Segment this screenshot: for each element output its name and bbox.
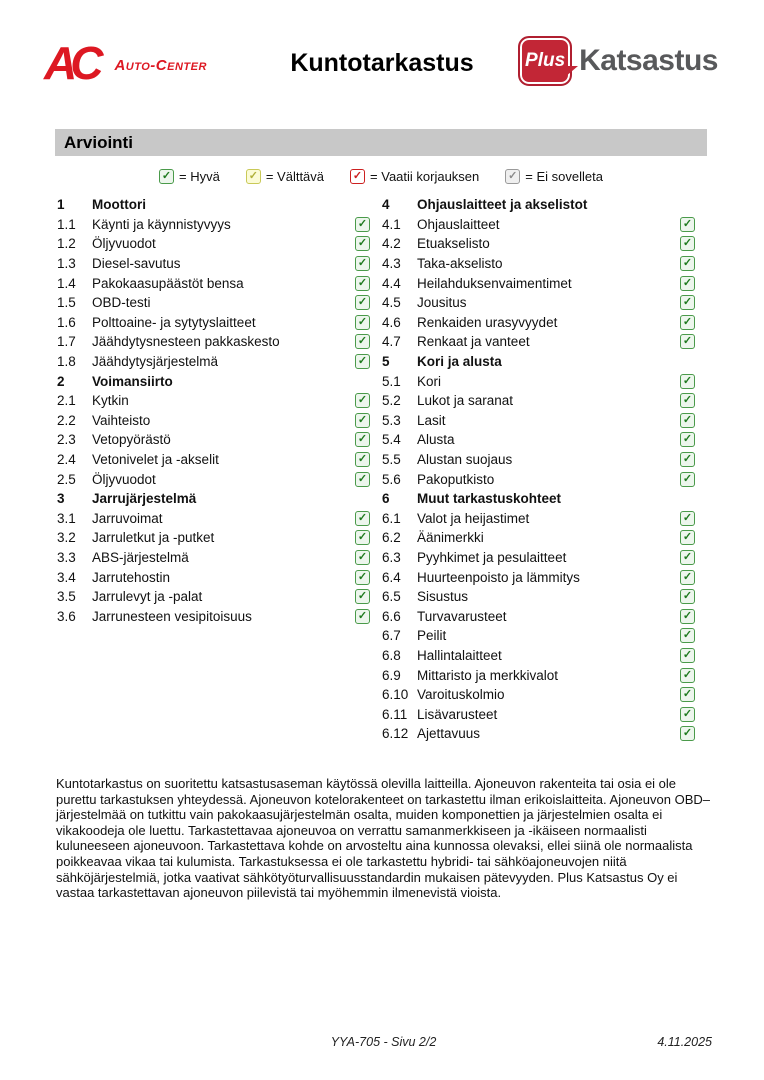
status-checkbox-good-icon: ✓ (680, 648, 695, 663)
status-checkbox-fair-icon: ✓ (246, 169, 261, 184)
item-number: 2.5 (57, 471, 76, 487)
status-checkbox-good-icon: ✓ (680, 511, 695, 526)
item-number: 1.1 (57, 216, 76, 232)
checklist-section-row (57, 371, 370, 391)
item-number: 2.1 (57, 393, 76, 409)
item-number: 3.2 (57, 530, 76, 546)
katsastus-logo-text: Katsastus (579, 44, 718, 77)
status-checkbox-good-icon: ✓ (680, 472, 695, 487)
item-number: 6.3 (382, 549, 401, 565)
status-checkbox-good-icon: ✓ (680, 570, 695, 585)
item-label: Peilit (417, 628, 447, 644)
status-checkbox-good-icon: ✓ (355, 354, 370, 369)
item-number: 6.11 (382, 706, 408, 722)
item-label: Pakoputkisto (417, 471, 495, 487)
item-number: 5.6 (382, 471, 401, 487)
item-number: 6.7 (382, 628, 401, 644)
legend-label: = Ei sovelleta (525, 169, 603, 184)
status-checkbox-good-icon: ✓ (355, 609, 370, 624)
checklist-row (382, 234, 695, 254)
checklist-section-row (57, 489, 370, 509)
item-label: Huurteenpoisto ja lämmitys (417, 569, 580, 585)
status-checkbox-good-icon: ✓ (680, 432, 695, 447)
status-checkbox-good-icon: ✓ (355, 530, 370, 545)
checklist-row (57, 234, 370, 254)
status-checkbox-good-icon: ✓ (355, 217, 370, 232)
checklist-left-column (57, 195, 370, 626)
checklist-row (57, 411, 370, 431)
status-checkbox-good-icon: ✓ (355, 432, 370, 447)
checklist-row (382, 665, 695, 685)
status-checkbox-good-icon: ✓ (355, 570, 370, 585)
status-checkbox-good-icon: ✓ (355, 472, 370, 487)
item-label: Mittaristo ja merkkivalot (417, 667, 559, 683)
item-number: 3 (57, 491, 65, 507)
item-number: 5.2 (382, 393, 401, 409)
auto-center-logo-text: Auto-Center (114, 56, 207, 74)
item-number: 4.2 (382, 236, 401, 252)
footer-page-label: YYA-705 - Sivu 2/2 (330, 1035, 437, 1049)
checklist-row (57, 450, 370, 470)
item-number: 6.2 (382, 530, 401, 546)
item-number: 1.2 (57, 236, 76, 252)
status-checkbox-good-icon: ✓ (680, 726, 695, 741)
auto-center-logo-icon: AC (44, 37, 97, 89)
item-label: Jarruvoimat (92, 510, 163, 526)
status-checkbox-good-icon: ✓ (680, 374, 695, 389)
item-number: 5.1 (382, 373, 401, 389)
status-checkbox-good-icon: ✓ (355, 295, 370, 310)
section-title: Jarrujärjestelmä (92, 491, 197, 507)
item-number: 5.4 (382, 432, 401, 448)
item-label: Käynti ja käynnistyvyys (92, 216, 231, 232)
item-number: 6.1 (382, 510, 401, 526)
status-checkbox-good-icon: ✓ (355, 334, 370, 349)
item-label: Vaihteisto (92, 412, 151, 428)
checklist-row (57, 254, 370, 274)
legend-item-fair (246, 169, 324, 184)
status-checkbox-good-icon: ✓ (680, 530, 695, 545)
status-checkbox-good-icon: ✓ (680, 315, 695, 330)
status-checkbox-good-icon: ✓ (159, 169, 174, 184)
item-number: 3.3 (57, 549, 76, 565)
item-number: 4.1 (382, 216, 401, 232)
status-checkbox-repair-icon: ✓ (350, 169, 365, 184)
checklist-row (57, 293, 370, 313)
section-title: Kori ja alusta (417, 354, 502, 370)
status-checkbox-good-icon: ✓ (355, 276, 370, 291)
checklist-section-row (57, 195, 370, 215)
item-number: 4.3 (382, 256, 401, 272)
item-label: Vetonivelet ja -akselit (92, 452, 219, 468)
item-label: Turvavarusteet (417, 608, 507, 624)
item-label: Vetopyörästö (92, 432, 171, 448)
status-checkbox-good-icon: ✓ (680, 609, 695, 624)
checklist-row (382, 332, 695, 352)
footer-date: 4.11.2025 (657, 1035, 712, 1049)
item-label: Polttoaine- ja sytytyslaitteet (92, 314, 256, 330)
item-label: Jarrutehostin (92, 569, 171, 585)
item-number: 1.7 (57, 334, 76, 350)
item-number: 6.12 (382, 726, 409, 742)
item-number: 4.6 (382, 314, 401, 330)
status-checkbox-good-icon: ✓ (355, 256, 370, 271)
checklist-row (57, 509, 370, 529)
item-number: 1.4 (57, 275, 76, 291)
status-checkbox-good-icon: ✓ (680, 589, 695, 604)
item-number: 2 (57, 373, 65, 389)
section-title: Voimansiirto (92, 373, 173, 389)
checklist-row (382, 685, 695, 705)
plus-badge-icon (518, 36, 572, 86)
checklist-row (382, 293, 695, 313)
item-number: 3.6 (57, 608, 76, 624)
item-label: Öljyvuodot (92, 236, 156, 252)
status-checkbox-good-icon: ✓ (680, 276, 695, 291)
section-title: Moottori (92, 197, 146, 213)
item-number: 6.4 (382, 569, 401, 585)
status-checkbox-good-icon: ✓ (680, 256, 695, 271)
item-number: 5.5 (382, 452, 401, 468)
item-number: 1.5 (57, 295, 76, 311)
status-checkbox-good-icon: ✓ (680, 413, 695, 428)
checklist-row (57, 528, 370, 548)
checklist-row (382, 469, 695, 489)
checklist-section-row (382, 195, 695, 215)
item-label: Jarrunesteen vesipitoisuus (92, 608, 252, 624)
section-title: Muut tarkastuskohteet (417, 491, 562, 507)
item-number: 1 (57, 197, 65, 213)
status-checkbox-good-icon: ✓ (355, 589, 370, 604)
checklist-row (382, 646, 695, 666)
item-number: 1.8 (57, 354, 76, 370)
item-label: Alusta (417, 432, 455, 448)
status-checkbox-good-icon: ✓ (680, 550, 695, 565)
status-checkbox-good-icon: ✓ (680, 217, 695, 232)
item-label: Ohjauslaitteet (417, 216, 500, 232)
checklist-row (57, 430, 370, 450)
checklist-row (57, 469, 370, 489)
status-checkbox-good-icon: ✓ (680, 707, 695, 722)
item-number: 3.4 (57, 569, 76, 585)
status-checkbox-good-icon: ✓ (680, 334, 695, 349)
item-number: 5 (382, 354, 390, 370)
item-number: 3.1 (57, 510, 76, 526)
checklist-row (57, 332, 370, 352)
legend-item-na (505, 169, 603, 184)
status-checkbox-good-icon: ✓ (680, 452, 695, 467)
item-label: Kori (417, 373, 442, 389)
speech-bubble-tail-icon (565, 66, 578, 77)
plus-katsastus-logo (518, 36, 718, 86)
checklist-row (382, 313, 695, 333)
checklist-row (57, 587, 370, 607)
item-number: 4.7 (382, 334, 401, 350)
status-checkbox-na-icon: ✓ (505, 169, 520, 184)
status-checkbox-good-icon: ✓ (680, 295, 695, 310)
item-number: 2.3 (57, 432, 76, 448)
checklist-row (382, 371, 695, 391)
item-label: Varoituskolmio (417, 687, 505, 703)
checklist-row (382, 254, 695, 274)
plus-badge-text: Plus (525, 50, 566, 71)
checklist-row (57, 273, 370, 293)
legend-item-good (159, 169, 220, 184)
item-number: 6.10 (382, 687, 409, 703)
item-number: 4.4 (382, 275, 401, 291)
item-number: 3.5 (57, 589, 76, 605)
checklist-row (57, 352, 370, 372)
item-number: 6 (382, 491, 390, 507)
checklist-row (57, 548, 370, 568)
status-checkbox-good-icon: ✓ (355, 236, 370, 251)
item-label: Diesel-savutus (92, 256, 181, 272)
item-label: Sisustus (417, 589, 469, 605)
item-label: Lukot ja saranat (417, 393, 514, 409)
item-label: Jarrulevyt ja -palat (92, 589, 203, 605)
item-label: Valot ja heijastimet (417, 510, 530, 526)
legend-label: = Hyvä (179, 169, 220, 184)
item-label: Jousitus (417, 295, 467, 311)
checklist-row (382, 724, 695, 744)
item-number: 4 (382, 197, 390, 213)
checklist-row (382, 704, 695, 724)
status-checkbox-good-icon: ✓ (680, 393, 695, 408)
status-checkbox-good-icon: ✓ (355, 511, 370, 526)
item-label: Jarruletkut ja -putket (92, 530, 215, 546)
status-checkbox-good-icon: ✓ (680, 628, 695, 643)
checklist-row (382, 587, 695, 607)
item-label: Lisävarusteet (417, 706, 498, 722)
item-label: Alustan suojaus (417, 452, 513, 468)
item-label: Kytkin (92, 393, 129, 409)
item-number: 2.4 (57, 452, 76, 468)
checklist-row (57, 313, 370, 333)
status-checkbox-good-icon: ✓ (680, 236, 695, 251)
item-number: 2.2 (57, 412, 76, 428)
item-number: 6.5 (382, 589, 401, 605)
checklist-row (382, 391, 695, 411)
status-checkbox-good-icon: ✓ (355, 452, 370, 467)
item-label: Pyyhkimet ja pesulaitteet (417, 549, 567, 565)
checklist-row (382, 548, 695, 568)
item-number: 1.6 (57, 314, 76, 330)
checklist-row (57, 391, 370, 411)
item-label: Ajettavuus (417, 726, 481, 742)
item-label: OBD-testi (92, 295, 151, 311)
checklist-row (382, 411, 695, 431)
checklist-row (382, 528, 695, 548)
status-checkbox-good-icon: ✓ (680, 687, 695, 702)
item-label: Renkaat ja vanteet (417, 334, 530, 350)
checklist-row (382, 509, 695, 529)
checklist-row (57, 606, 370, 626)
item-label: Jäähdytysnesteen pakkaskesto (92, 334, 280, 350)
checklist-right-column (382, 195, 695, 744)
item-number: 4.5 (382, 295, 401, 311)
item-label: Jäähdytysjärjestelmä (92, 354, 219, 370)
item-label: Taka-akselisto (417, 256, 503, 272)
page-title: Kuntotarkastus (290, 49, 474, 77)
legend (55, 169, 707, 184)
status-checkbox-good-icon: ✓ (355, 315, 370, 330)
status-checkbox-good-icon: ✓ (355, 393, 370, 408)
status-checkbox-good-icon: ✓ (355, 550, 370, 565)
item-number: 6.8 (382, 647, 401, 663)
status-checkbox-good-icon: ✓ (680, 668, 695, 683)
item-label: Etuakselisto (417, 236, 490, 252)
item-label: Äänimerkki (417, 530, 484, 546)
checklist-row (382, 215, 695, 235)
item-label: Renkaiden urasyvyydet (417, 314, 558, 330)
checklist-section-row (382, 352, 695, 372)
checklist-row (382, 273, 695, 293)
item-number: 6.9 (382, 667, 401, 683)
checklist-row (382, 567, 695, 587)
checklist-row (382, 626, 695, 646)
checklist-row (57, 567, 370, 587)
item-label: Öljyvuodot (92, 471, 156, 487)
legend-item-repair (350, 169, 479, 184)
item-number: 6.6 (382, 608, 401, 624)
item-label: ABS-järjestelmä (92, 549, 189, 565)
item-label: Pakokaasupäästöt bensa (92, 275, 244, 291)
checklist-section-row (382, 489, 695, 509)
section-title: Ohjauslaitteet ja akselistot (417, 197, 588, 213)
section-header-arviointi: Arviointi (55, 129, 707, 156)
checklist-row (382, 430, 695, 450)
item-number: 5.3 (382, 412, 401, 428)
disclaimer-text: Kuntotarkastus on suoritettu katsastusaseman käytössä olevilla laitteilla. Ajoneuvon rakenteita tai osia ei ole purettu tarkastuksen yhteydessä. Ajoneuvon kotelorakenteet on tarkastettu ilman erikoislaitteita. Ajoneuvon OBD–järjestelmää on tutkittu vain pakokaasujärjestelmän osalta, muiden komponettien ja järjestelmien osalta ei vikakoodeja ole luettu. Tarkastettavaa ajoneuvoa on verrattu samanmerkkiseen ja -ikäiseen normaalisti kuluneeseen ajoneuvoon. Tarkastettava kohde on arvosteltu aina kunnossa olevaksi, ellei siinä ole normaalista poikkeavaa vikaa tai kulumista. Tarkastuksessa ei ole tarkastettu hybridi- tai sähköajoneuvojen niitä sähköjärjestelmiä, jotka vaativat sähkötyöturvallisuusstandardin mukaisen pätevyyden. Plus Katsastus Oy ei vastaa tarkastettavan ajoneuvon piilevistä tai myöhemmin ilmenevistä vioista. (56, 776, 710, 901)
legend-label: = Välttävä (265, 169, 325, 184)
item-number: 1.3 (57, 256, 76, 272)
item-label: Heilahduksenvaimentimet (417, 275, 572, 291)
item-label: Lasit (417, 412, 446, 428)
page-footer (55, 1035, 712, 1055)
checklist-row (382, 606, 695, 626)
legend-label: = Vaatii korjauksen (370, 169, 480, 184)
status-checkbox-good-icon: ✓ (355, 413, 370, 428)
checklist-row (57, 215, 370, 235)
checklist-row (382, 450, 695, 470)
item-label: Hallintalaitteet (417, 647, 502, 663)
